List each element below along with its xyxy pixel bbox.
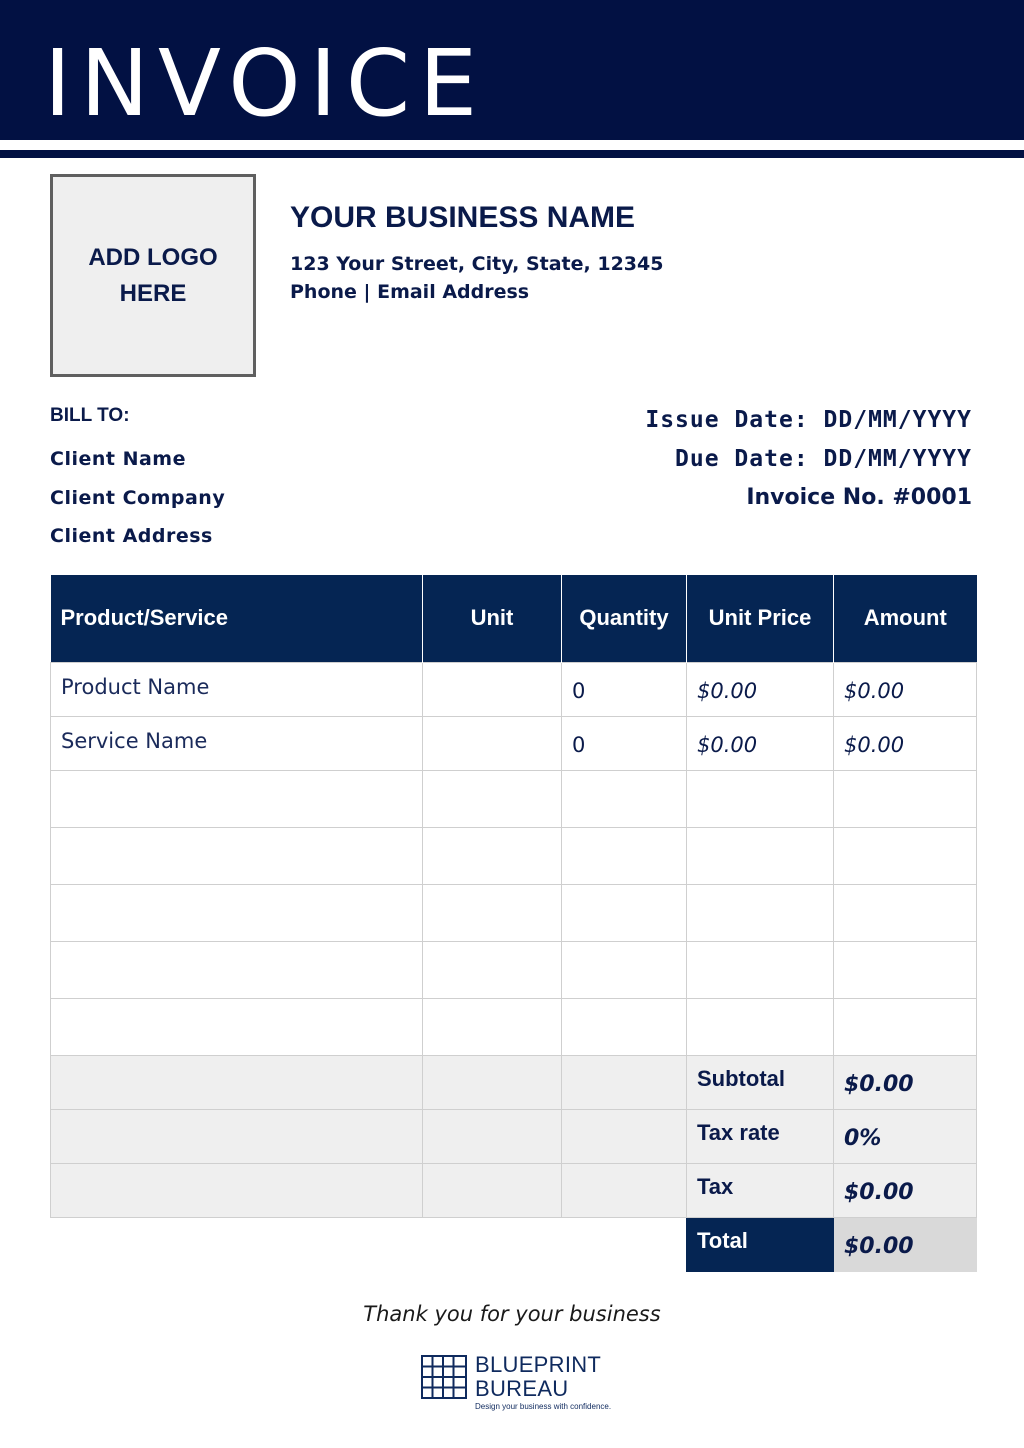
row-quantity[interactable]: 0 bbox=[562, 662, 687, 716]
tax-rate-value[interactable]: 0% bbox=[834, 1109, 977, 1163]
tax-value[interactable]: $0.00 bbox=[834, 1163, 977, 1217]
subtotal-label: Subtotal bbox=[687, 1055, 834, 1109]
empty-cell[interactable] bbox=[562, 884, 687, 941]
empty-cell[interactable] bbox=[51, 827, 423, 884]
column-header-product: Product/Service bbox=[51, 575, 423, 662]
empty-cell[interactable] bbox=[562, 770, 687, 827]
issue-date: Issue Date: DD/MM/YYYY bbox=[645, 407, 972, 433]
summary-blank-cell bbox=[423, 1055, 562, 1109]
empty-cell[interactable] bbox=[687, 998, 834, 1055]
table-row-empty bbox=[51, 998, 977, 1055]
row-unit-price[interactable]: $0.00 bbox=[687, 716, 834, 770]
brand-name-line-2: BUREAU bbox=[475, 1376, 569, 1401]
logo-placeholder-text bbox=[78, 240, 228, 312]
empty-cell[interactable] bbox=[687, 770, 834, 827]
total-value[interactable]: $0.00 bbox=[834, 1217, 977, 1271]
row-service-name[interactable]: Service Name bbox=[51, 716, 423, 770]
logo-line-2: HERE bbox=[119, 279, 187, 307]
empty-cell[interactable] bbox=[423, 998, 562, 1055]
due-date: Due Date: DD/MM/YYYY bbox=[675, 446, 972, 472]
thank-you-note: Thank you for your business bbox=[363, 1302, 661, 1326]
empty-cell[interactable] bbox=[834, 941, 977, 998]
table-row bbox=[51, 662, 977, 716]
brand-tagline: Design your business with confidence. bbox=[475, 1402, 612, 1411]
summary-blank-cell bbox=[562, 1163, 687, 1217]
table-row-empty bbox=[51, 884, 977, 941]
empty-cell[interactable] bbox=[51, 770, 423, 827]
empty-cell[interactable] bbox=[51, 998, 423, 1055]
logo-line-1: ADD LOGO bbox=[88, 243, 218, 271]
summary-blank-cell bbox=[562, 1109, 687, 1163]
empty-cell[interactable] bbox=[423, 884, 562, 941]
empty-cell[interactable] bbox=[834, 884, 977, 941]
summary-blank-cell bbox=[423, 1109, 562, 1163]
business-name: YOUR BUSINESS NAME bbox=[290, 201, 636, 234]
row-unit[interactable] bbox=[423, 662, 562, 716]
summary-blank-cell bbox=[51, 1163, 423, 1217]
total-blank-cell bbox=[562, 1217, 687, 1271]
column-header-quantity: Quantity bbox=[562, 575, 687, 662]
summary-blank-cell bbox=[562, 1055, 687, 1109]
subtotal-value[interactable]: $0.00 bbox=[834, 1055, 977, 1109]
blueprint-grid-icon bbox=[420, 1354, 468, 1400]
empty-cell[interactable] bbox=[687, 884, 834, 941]
tax-row bbox=[51, 1163, 977, 1217]
client-address: Client Address bbox=[50, 525, 213, 547]
brand-logo bbox=[420, 1354, 620, 1414]
table-header-row bbox=[51, 575, 977, 662]
summary-blank-cell bbox=[51, 1109, 423, 1163]
empty-cell[interactable] bbox=[834, 770, 977, 827]
empty-cell[interactable] bbox=[562, 998, 687, 1055]
tax-label: Tax bbox=[687, 1163, 834, 1217]
client-name: Client Name bbox=[50, 448, 186, 470]
client-company: Client Company bbox=[50, 487, 226, 509]
logo-placeholder[interactable] bbox=[50, 174, 256, 377]
table-row-empty bbox=[51, 941, 977, 998]
total-blank-cell bbox=[423, 1217, 562, 1271]
summary-blank-cell bbox=[423, 1163, 562, 1217]
column-header-unit-price: Unit Price bbox=[687, 575, 834, 662]
header-divider bbox=[0, 150, 1024, 158]
empty-cell[interactable] bbox=[687, 827, 834, 884]
invoice-title: INVOICE bbox=[44, 30, 487, 137]
row-quantity[interactable]: 0 bbox=[562, 716, 687, 770]
table-row-empty bbox=[51, 770, 977, 827]
empty-cell[interactable] bbox=[687, 941, 834, 998]
tax-rate-row bbox=[51, 1109, 977, 1163]
empty-cell[interactable] bbox=[423, 941, 562, 998]
empty-cell[interactable] bbox=[562, 827, 687, 884]
tax-rate-label: Tax rate bbox=[687, 1109, 834, 1163]
business-contact: Phone | Email Address bbox=[290, 281, 530, 303]
row-amount[interactable]: $0.00 bbox=[834, 716, 977, 770]
row-product-name[interactable]: Product Name bbox=[51, 662, 423, 716]
business-address: 123 Your Street, City, State, 12345 bbox=[290, 253, 664, 275]
empty-cell[interactable] bbox=[562, 941, 687, 998]
row-amount[interactable]: $0.00 bbox=[834, 662, 977, 716]
empty-cell[interactable] bbox=[423, 827, 562, 884]
summary-blank-cell bbox=[51, 1055, 423, 1109]
column-header-unit: Unit bbox=[423, 575, 562, 662]
line-items-table bbox=[50, 575, 977, 1272]
empty-cell[interactable] bbox=[834, 827, 977, 884]
column-header-amount: Amount bbox=[834, 575, 977, 662]
total-label: Total bbox=[687, 1217, 834, 1271]
empty-cell[interactable] bbox=[51, 941, 423, 998]
invoice-number: Invoice No. #0001 bbox=[746, 485, 972, 510]
empty-cell[interactable] bbox=[51, 884, 423, 941]
bill-to-label: BILL TO: bbox=[50, 405, 130, 426]
subtotal-row bbox=[51, 1055, 977, 1109]
table-row-empty bbox=[51, 827, 977, 884]
table-row bbox=[51, 716, 977, 770]
empty-cell[interactable] bbox=[834, 998, 977, 1055]
total-blank-cell bbox=[51, 1217, 423, 1271]
brand-name-line-1: BLUEPRINT bbox=[475, 1352, 602, 1377]
empty-cell[interactable] bbox=[423, 770, 562, 827]
row-unit-price[interactable]: $0.00 bbox=[687, 662, 834, 716]
row-unit[interactable] bbox=[423, 716, 562, 770]
total-row bbox=[51, 1217, 977, 1271]
